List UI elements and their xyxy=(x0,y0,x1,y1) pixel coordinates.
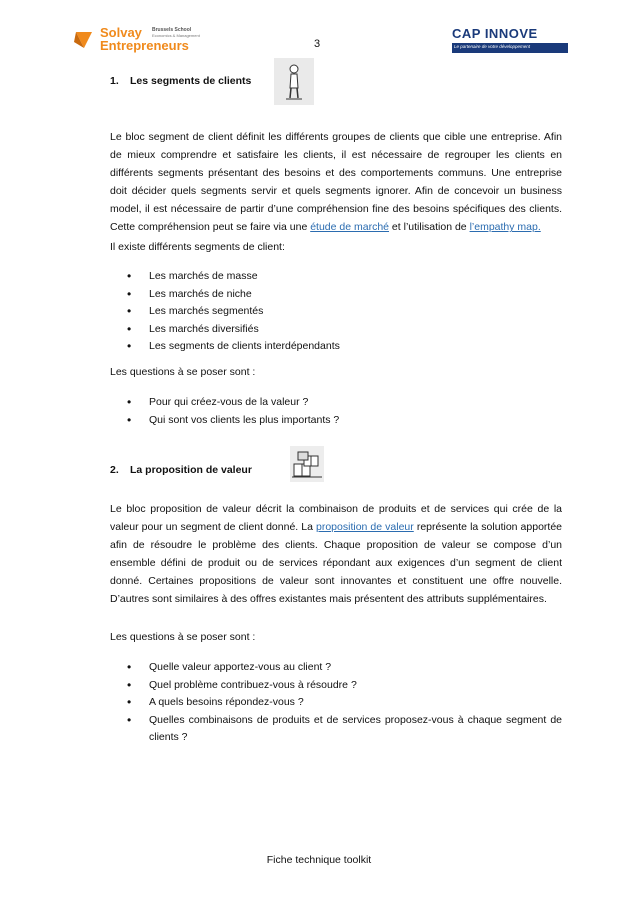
logo-tagline: Le partenaire de votre développement xyxy=(454,44,531,49)
section1-questions-label: Les questions à se poser sont : xyxy=(110,366,256,378)
section1-para-between: et l’utilisation de xyxy=(389,221,470,234)
cap-innove-logo xyxy=(452,26,570,66)
solvay-logo xyxy=(72,26,202,54)
proposition-de-valeur-link[interactable]: proposition de valeur xyxy=(316,521,414,534)
section2-questions-label: Les questions à se poser sont : xyxy=(110,631,256,643)
section2-number: 2. xyxy=(110,464,119,476)
page-footer: Fiche technique toolkit xyxy=(266,854,372,866)
etude-de-marche-link[interactable]: étude de marché xyxy=(310,221,390,234)
list-item: • Les marchés de niche xyxy=(127,286,340,304)
section1-title: Les segments de clients xyxy=(130,75,252,87)
section1-heading xyxy=(110,75,251,87)
list-item: • Quelles combinaisons de produits et de services proposez-vous à chaque segment de clients ? xyxy=(127,712,562,747)
list-item: • Les marchés diversifiés xyxy=(127,321,340,339)
section1-number: 1. xyxy=(110,75,119,87)
section2-para-after: représente la solution apportée afin de résoudre le problème des clients. Chaque proposition de valeur se compose d’un ensemble défini de produit ou de services répondant aux exigences d’un segment de client donné. Certaines propositions de valeur sont innovantes et constituent une offre nouvelle. D’autres sont similaires à des offres existantes mais présentent des attributs supplémentaires. xyxy=(110,521,563,606)
section2-questions-list xyxy=(127,659,562,747)
segments-list xyxy=(127,268,340,356)
list-item: • Les marchés segmentés xyxy=(127,303,340,321)
standing-person-icon xyxy=(274,58,314,105)
section1-para-text: Le bloc segment de client définit les différents groupes de clients que cible une entreprise. Afin de mieux comprendre et satisfaire les clients, il est nécessaire de regrouper les clients en différents segments présentant des besoins et des comportements communs. Une entreprise doit décider quels segments servir et quels segments ignorer. Afin de concevoir un business model, il est nécessaire de partir d’une compréhension fine des besoins spécifiques des clients. Cette compréhension peut se faire via une xyxy=(110,131,562,234)
list-item: • Les segments de clients interdépendants xyxy=(127,338,340,356)
gift-boxes-icon xyxy=(290,446,324,482)
list-item: • Pour qui créez-vous de la valeur ? xyxy=(127,394,339,412)
section1-questions-list xyxy=(127,394,339,429)
list-item: • Les marchés de masse xyxy=(127,268,340,286)
page-number: 3 xyxy=(314,38,321,50)
logo-sub-line1: Brussels School xyxy=(152,27,192,33)
logo-sub-line2: Economics & Management xyxy=(152,33,200,38)
section2-heading xyxy=(110,464,252,476)
list-item: • Quelle valeur apportez-vous au client ? xyxy=(127,659,562,677)
list-item: • Quel problème contribuez-vous à résoudre ? xyxy=(127,677,562,695)
logo-name: CAP INNOVE xyxy=(452,26,538,41)
logo-brand-line2: Entrepreneurs xyxy=(100,38,189,53)
solvay-mark-icon xyxy=(72,28,96,52)
empathy-map-link[interactable]: l’empathy map. xyxy=(469,221,541,234)
logo-brand-line1: Solvay xyxy=(100,25,142,40)
section1-intro: Il existe différents segments de client: xyxy=(110,241,285,253)
section2-title: La proposition de valeur xyxy=(130,464,252,476)
list-item: • Qui sont vos clients les plus importants ? xyxy=(127,412,339,430)
section2-para-text: Le bloc proposition de valeur décrit la combinaison de produits et de services qui crée de la valeur pour un segment de client donné. La xyxy=(110,503,562,534)
list-item: • A quels besoins répondez-vous ? xyxy=(127,694,562,712)
section1-paragraph xyxy=(110,128,562,237)
section2-paragraph xyxy=(110,500,562,609)
